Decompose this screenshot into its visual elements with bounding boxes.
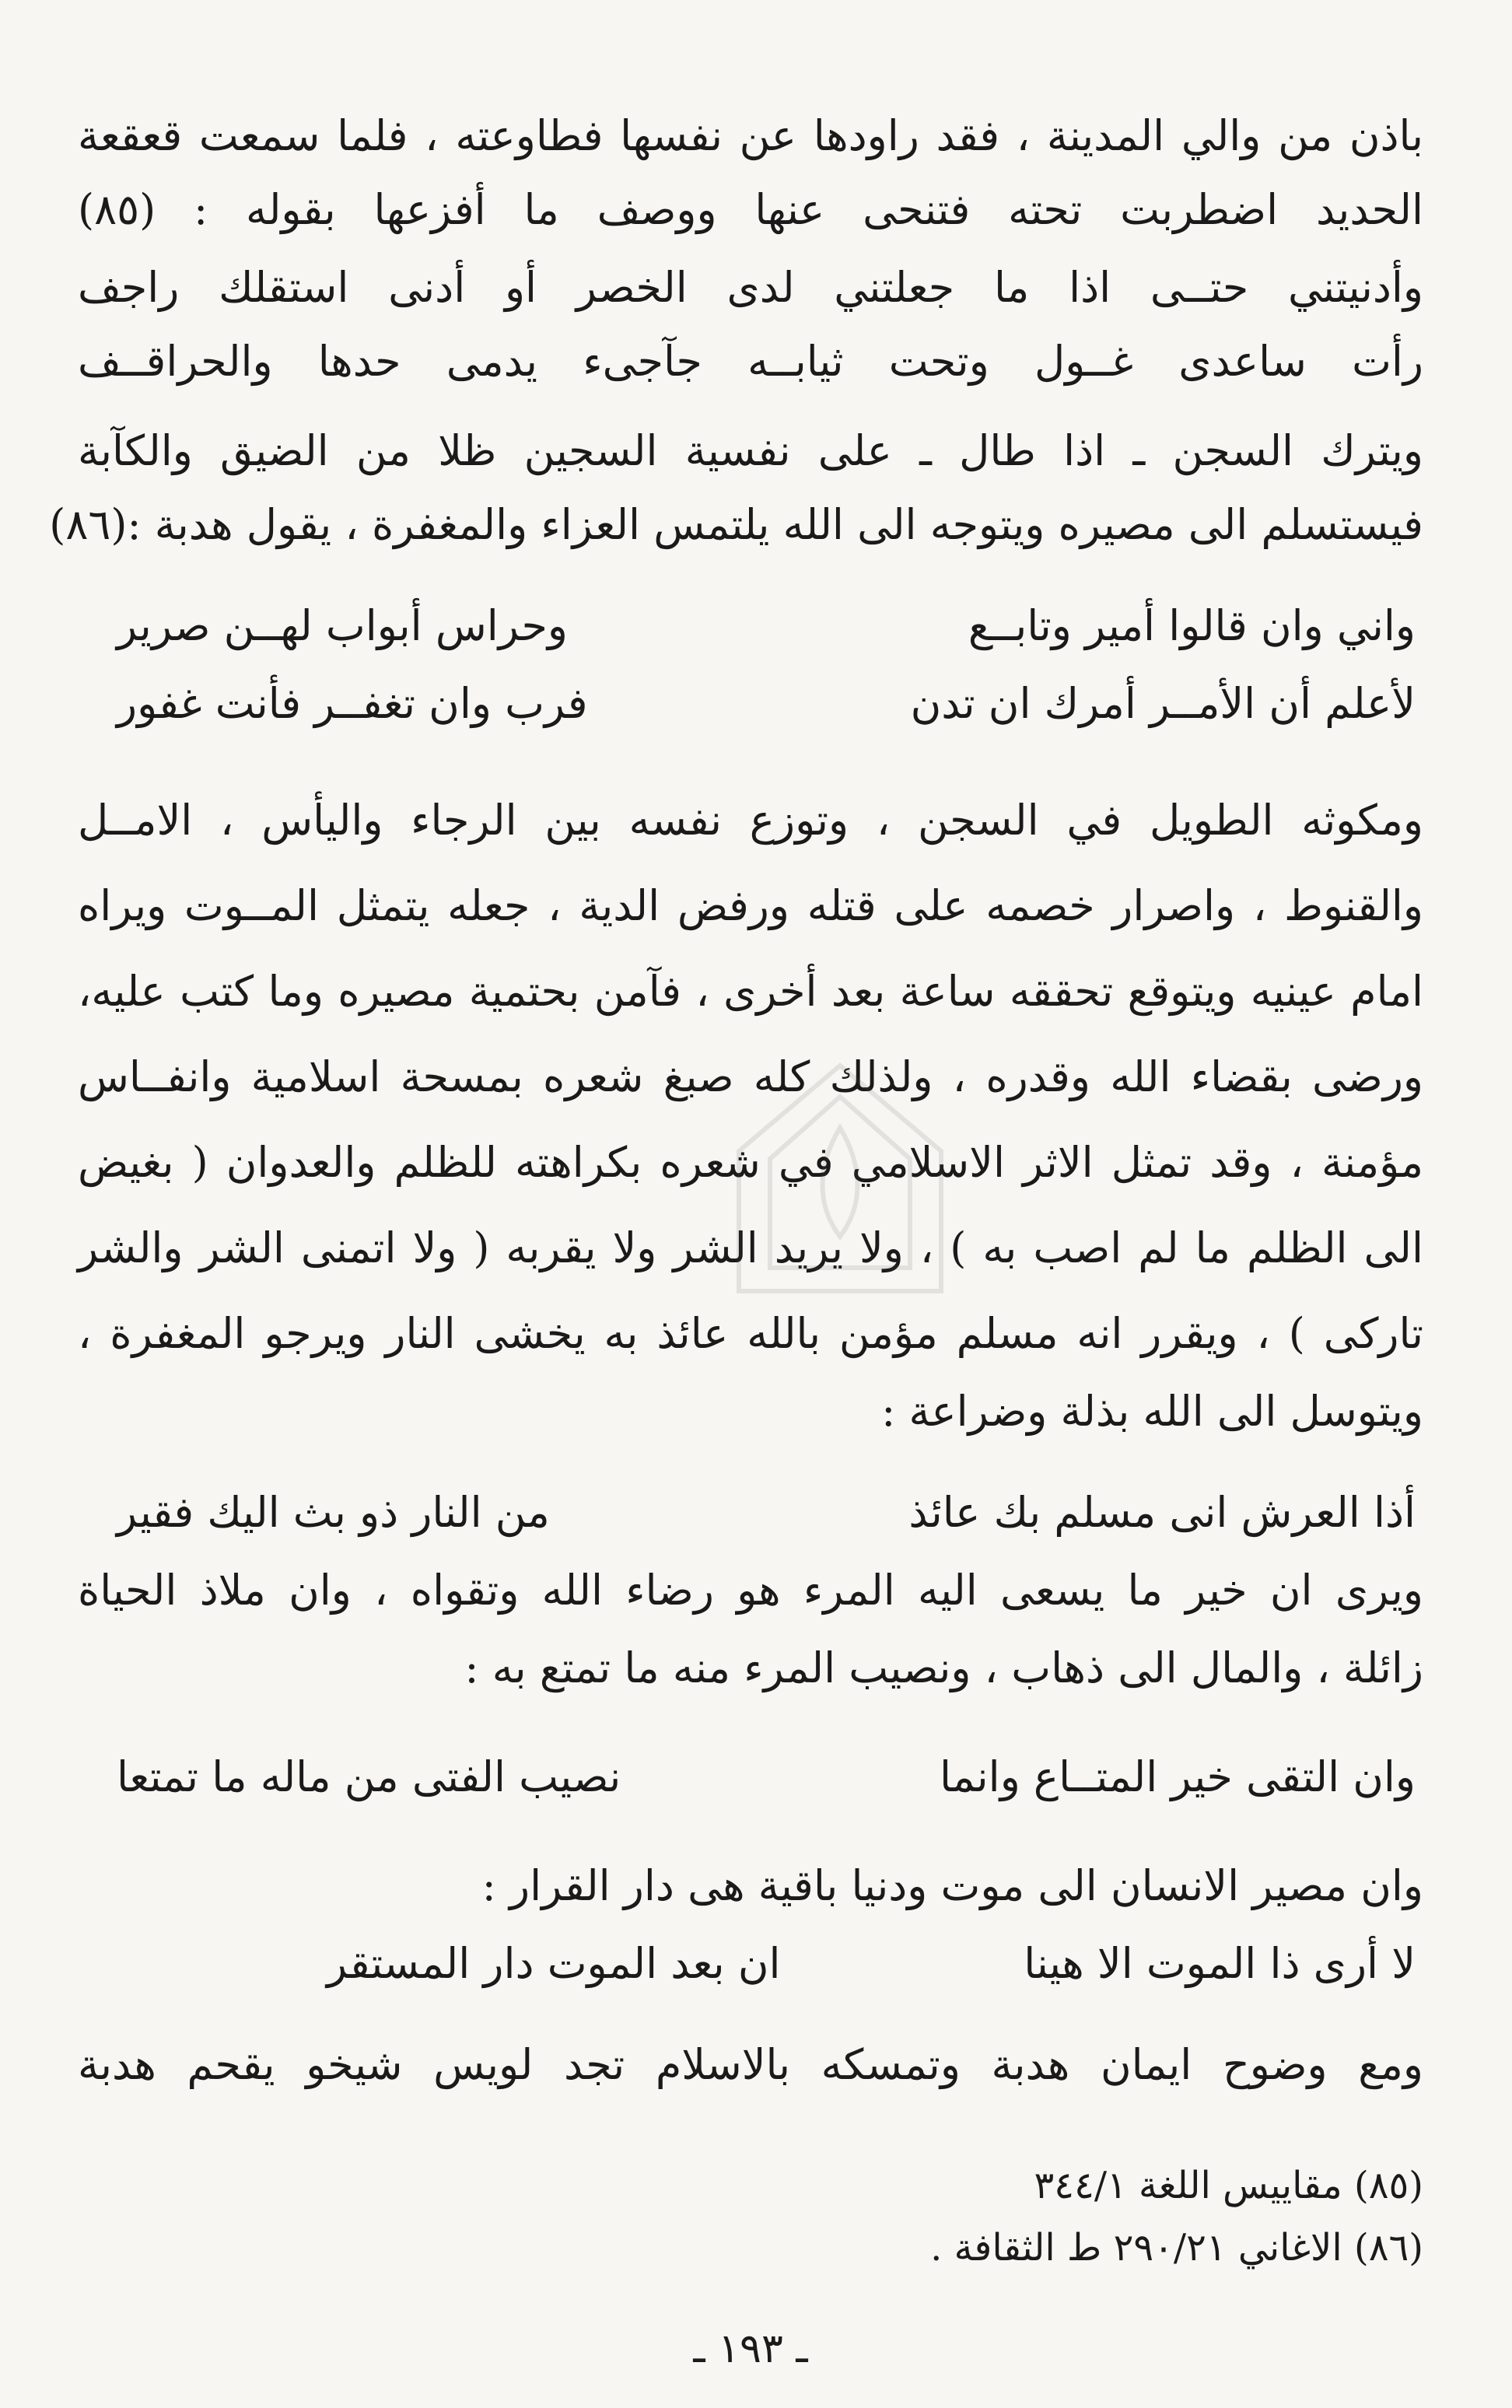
text-line: مؤمنة ، وقد تمثل الاثر الاسلامي في شعره بكراهته للظلم والعدوان ( بغيض bbox=[78, 1138, 1423, 1187]
text-line: امام عينيه ويتوقع تحققه ساعة بعد أخرى ، فآمن بحتمية مصيره وما كتب عليه، bbox=[78, 967, 1423, 1016]
verse-line bbox=[78, 669, 1423, 739]
verse-line bbox=[78, 1742, 1423, 1812]
text-line: باذن من والي المدينة ، فقد راودها عن نفسها فطاوعته ، فلما سمعت قعقعة bbox=[78, 111, 1424, 160]
verse-hemistich-right: لأعلم أن الأمــر أمرك ان تدن bbox=[910, 679, 1416, 728]
text-line: ويترك السجن ـ اذا طال ـ على نفسية السجين ظلا من الضيق والكآبة bbox=[78, 426, 1423, 475]
verse-line: رأت ساعدى غــول وتحت ثيابــه جآجىء يدمى حدها والحراقــف bbox=[78, 337, 1423, 386]
text-line: الى الظلم ما لم اصب به ) ، ولا يريد الشر ولا يقربه ( ولا اتمنى الشر والشر bbox=[78, 1223, 1423, 1272]
text-line: زائلة ، والمال الى ذهاب ، ونصيب المرء منه ما تمتع به : bbox=[464, 1643, 1423, 1692]
text-line: والقنوط ، واصرار خصمه على قتله ورفض الدية ، جعله يتمثل المــوت ويراه bbox=[78, 881, 1423, 930]
verse-hemistich-right: أذا العرش انى مسلم بك عائذ bbox=[908, 1488, 1416, 1537]
verse-hemistich-right: واني وان قالوا أمير وتابــع bbox=[968, 601, 1416, 650]
verse-hemistich-left: من النار ذو بث اليك فقير bbox=[117, 1488, 550, 1537]
text-line: ومكوثه الطويل في السجن ، وتوزع نفسه بين الرجاء واليأس ، الامــل bbox=[78, 796, 1424, 845]
verse-hemistich-right: لا أرى ذا الموت الا هينا bbox=[1024, 1939, 1416, 1988]
verse-hemistich-left: فرب وان تغفــر فأنت غفور bbox=[117, 679, 588, 728]
verse-hemistich-left: ان بعد الموت دار المستقر bbox=[327, 1939, 781, 1988]
verse-line bbox=[78, 1478, 1423, 1548]
verse-line bbox=[78, 1929, 1423, 1999]
footnote: (٨٥) مقاييس اللغة ٣٤٤/١ bbox=[1034, 2164, 1423, 2207]
verse-hemistich-left: وحراس أبواب لهــن صرير bbox=[117, 601, 568, 650]
footnote: (٨٦) الاغاني ٢٩٠/٢١ ط الثقافة . bbox=[930, 2226, 1423, 2270]
verse-line: وأدنيتني حتــى اذا ما جعلتني لدى الخصر أو أدنى استقلك راجف bbox=[78, 263, 1423, 312]
verse-line bbox=[78, 591, 1423, 661]
text-line: ومع وضوح ايمان هدبة وتمسكه بالاسلام تجد لويس شيخو يقحم هدبة bbox=[78, 2040, 1423, 2089]
text-line: وان مصير الانسان الى موت ودنيا باقية هى دار القرار : bbox=[481, 1861, 1423, 1910]
text-line: فيستسلم الى مصيره ويتوجه الى الله يلتمس العزاء والمغفرة ، يقول هدبة :(٨٦) bbox=[49, 500, 1423, 549]
text-line: الحديد اضطربت تحته فتنحى عنها ووصف ما أفزعها بقوله : (٨٥) bbox=[78, 185, 1423, 234]
text-line: تاركى ) ، ويقرر انه مسلم مؤمن بالله عائذ به يخشى النار ويرجو المغفرة ، bbox=[78, 1309, 1423, 1358]
verse-hemistich-left: نصيب الفتى من ماله ما تمتعا bbox=[117, 1752, 621, 1801]
page-number: ـ ١٩٣ ـ bbox=[693, 2326, 808, 2372]
text-line: ويتوسل الى الله بذلة وضراعة : bbox=[881, 1387, 1423, 1436]
text-line: ورضى بقضاء الله وقدره ، ولذلك كله صبغ شعره بمسحة اسلامية وانفــاس bbox=[78, 1052, 1423, 1101]
text-line: ويرى ان خير ما يسعى اليه المرء هو رضاء الله وتقواه ، وان ملاذ الحياة bbox=[78, 1566, 1423, 1615]
verse-hemistich-right: وان التقى خير المتــاع وانما bbox=[939, 1752, 1416, 1801]
watermark-emblem-icon bbox=[731, 1058, 949, 1338]
